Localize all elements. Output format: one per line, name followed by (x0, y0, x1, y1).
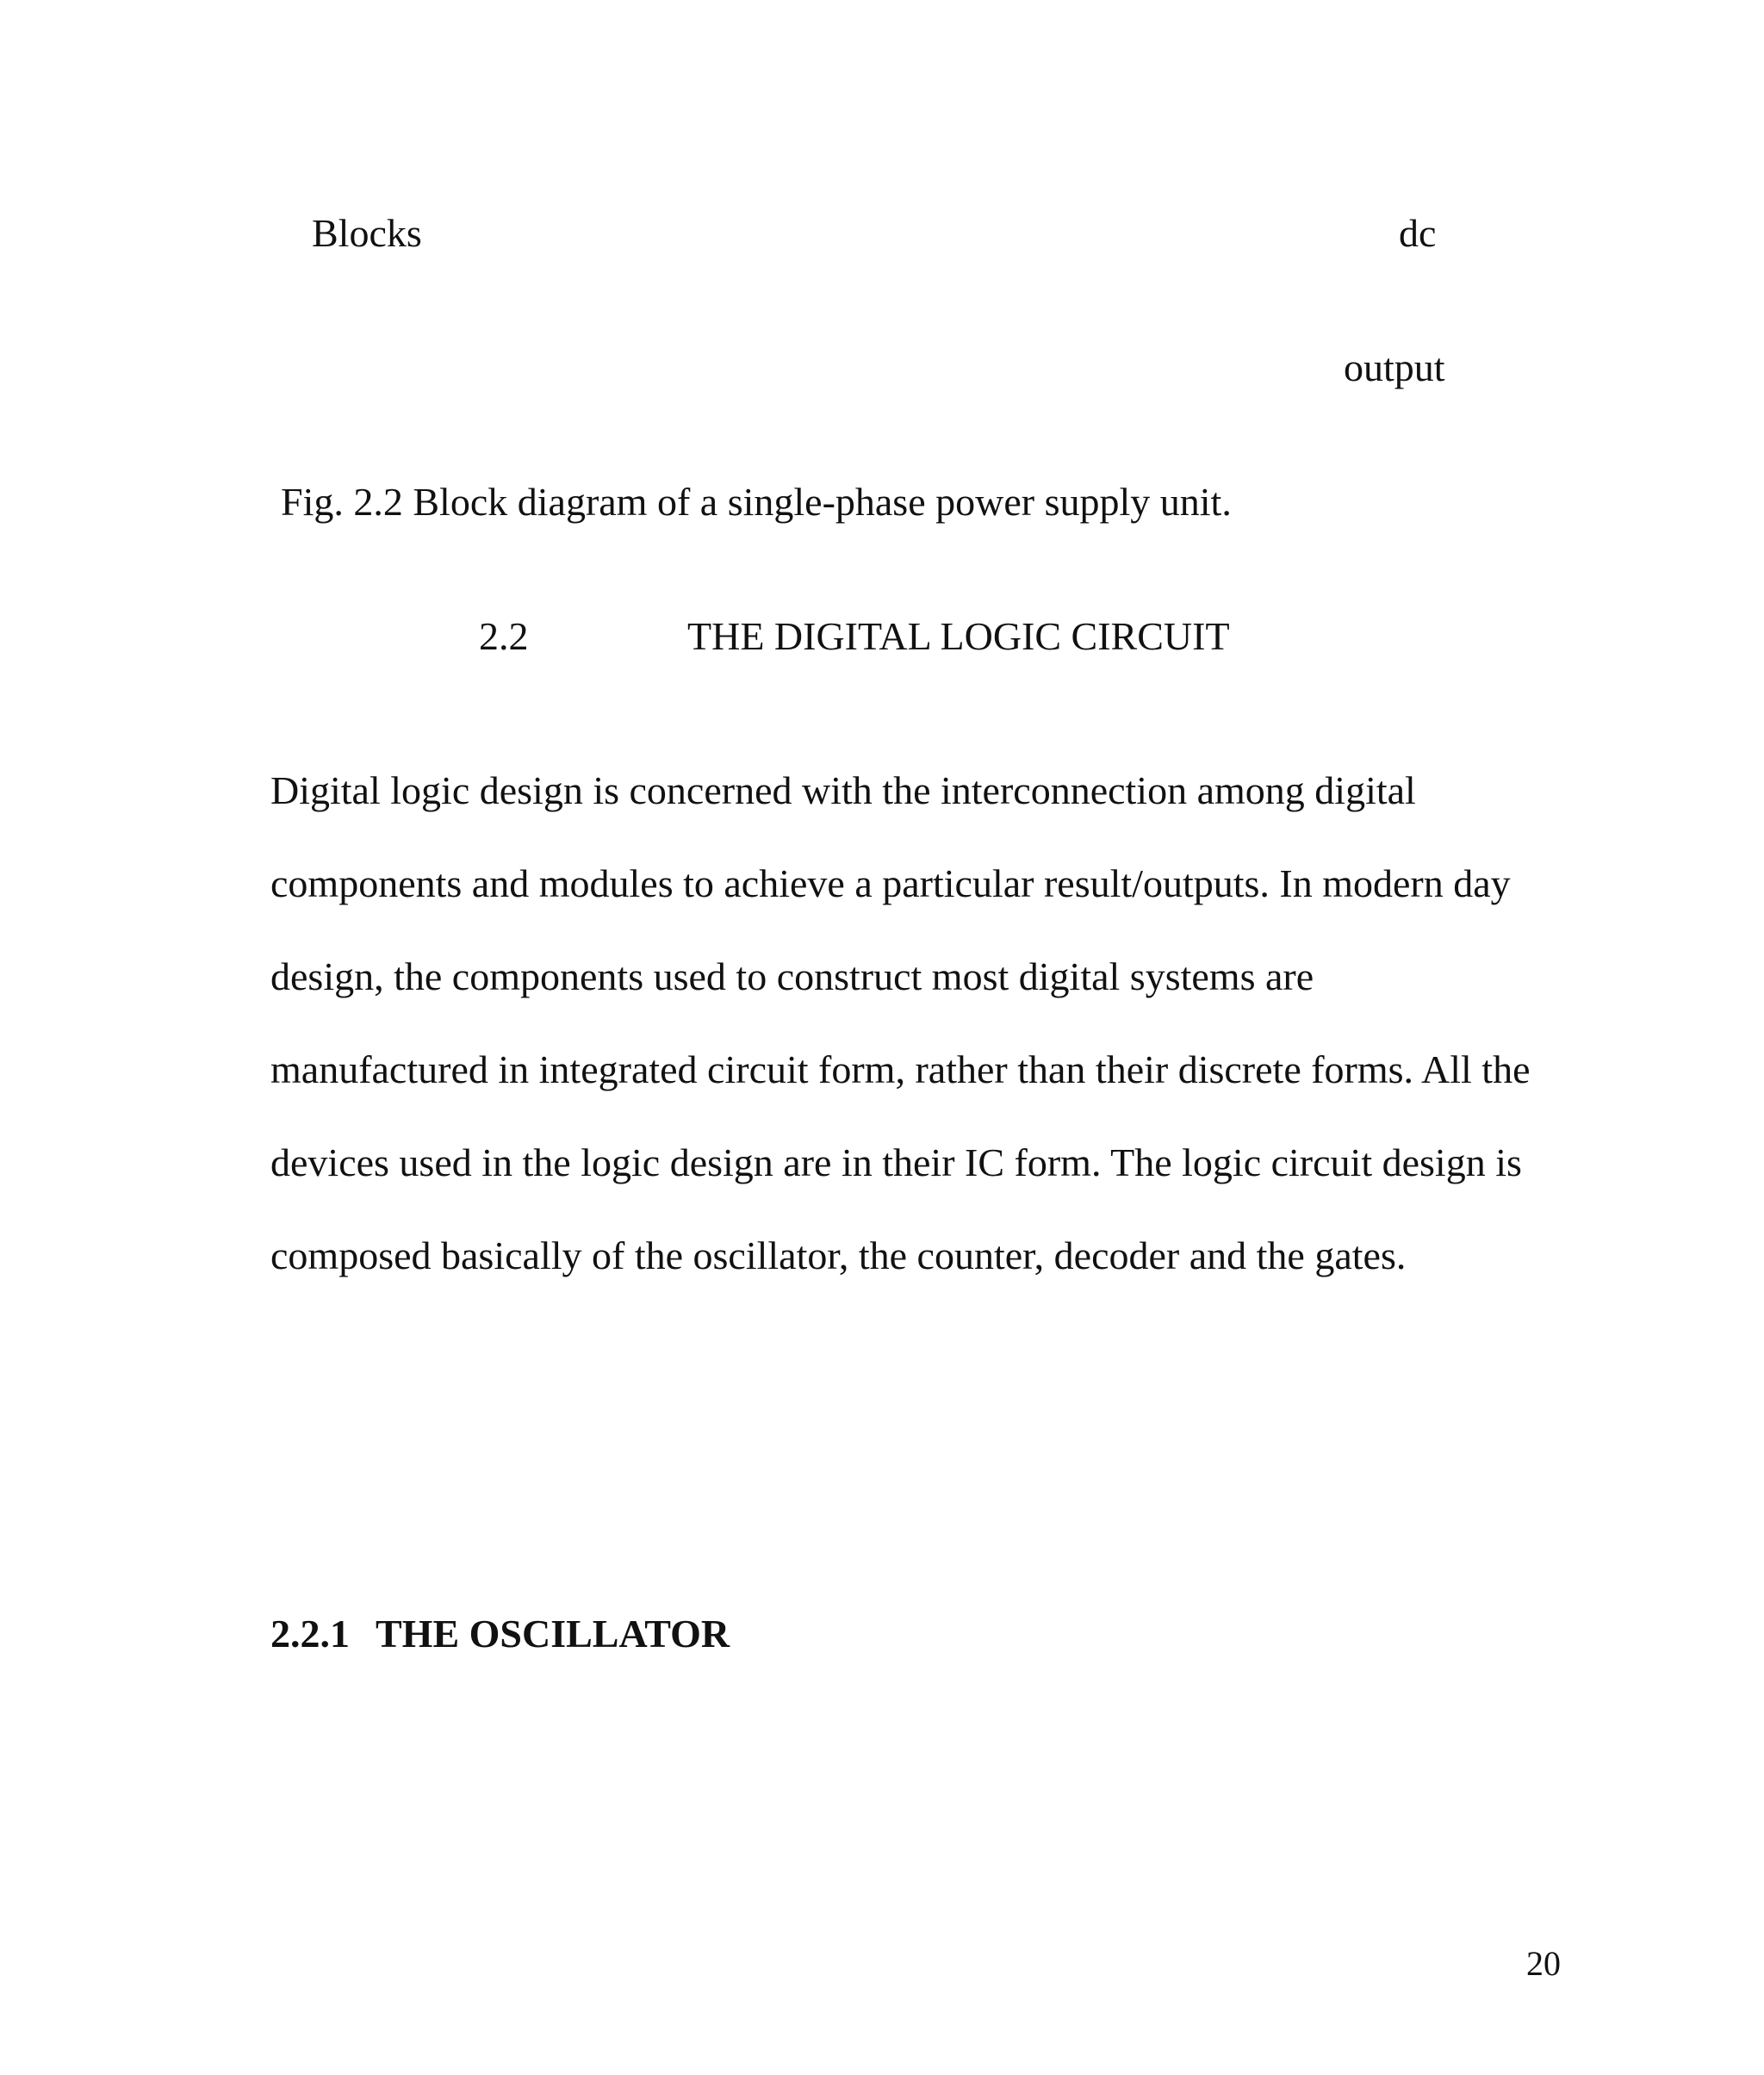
paragraph-line: manufactured in integrated circuit form, rather than their discrete forms. All the (270, 1047, 1531, 1091)
figure-caption: Fig. 2.2 Block diagram of a single-phase power supply unit. (281, 480, 1232, 524)
section-paragraph (270, 744, 1588, 1302)
paragraph-line: composed basically of the oscillator, the counter, decoder and the gates. (270, 1233, 1407, 1277)
figure-label-blocks: Blocks (312, 211, 422, 255)
section-number: 2.2 (479, 614, 529, 658)
paragraph-line: design, the components used to construct most digital systems are (270, 954, 1314, 998)
paragraph-line: devices used in the logic design are in their IC form. The logic circuit design is (270, 1140, 1522, 1184)
subsection-number: 2.2.1 (270, 1612, 350, 1656)
figure-label-output: output (1344, 345, 1445, 389)
figure-label-dc: dc (1399, 211, 1437, 255)
paragraph-line: components and modules to achieve a particular result/outputs. In modern day (270, 861, 1511, 905)
page-number: 20 (1526, 1944, 1561, 1983)
subsection-heading (270, 1614, 730, 1654)
paragraph-line: Digital logic design is concerned with the interconnection among digital (270, 768, 1416, 812)
section-title: THE DIGITAL LOGIC CIRCUIT (687, 614, 1230, 658)
subsection-title: THE OSCILLATOR (376, 1612, 730, 1656)
